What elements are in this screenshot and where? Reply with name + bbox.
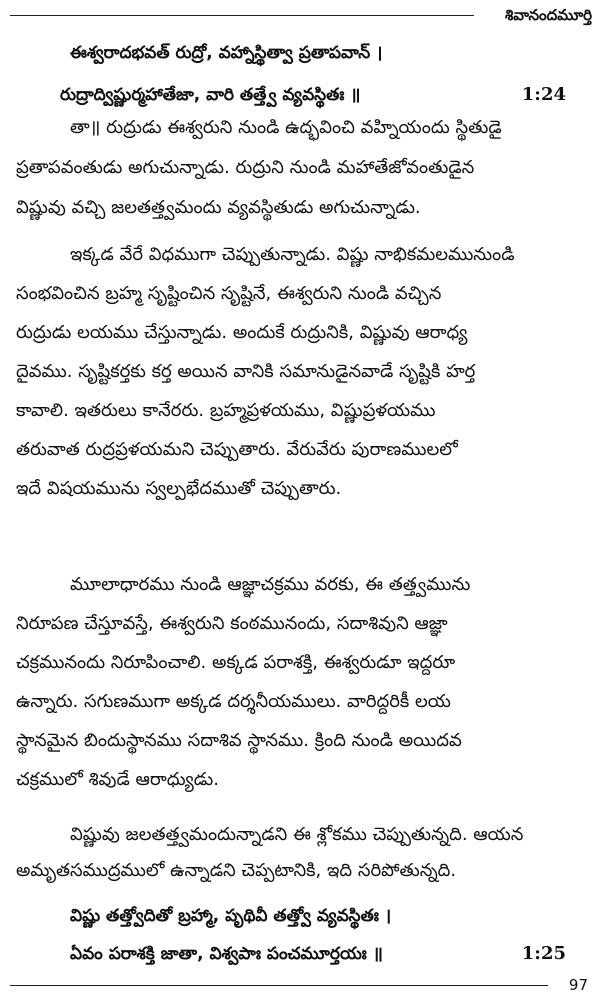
text-line: దైవము. సృష్టికర్తకు కర్త అయిన వానికి సమానుడైనవాడే సృష్టికి హర్త — [16, 361, 476, 382]
text-line: సంభవించిన బ్రహ్మ సృష్టించిన సృష్టినే, ఈశ్వరుని నుండి వచ్చిన — [16, 283, 442, 304]
text-line: ఇక్కడ వేరే విధముగా చెప్పుతున్నాడు. విష్ణు నాభికమలమునుండి — [70, 244, 515, 265]
text-line: విష్ణువు జలతత్త్వమందున్నాడని ఈ శ్లోకము చెప్పుతున్నది. ఆయన — [70, 824, 524, 845]
footer-rule — [10, 985, 548, 986]
verse-1-25 — [70, 905, 566, 975]
text-line: మూలాధారము నుండి ఆజ్ఞాచక్రము వరకు, ఈ తత్త్వమును — [70, 574, 471, 595]
text-line: స్థానమైన బిందుస్థానము సదాశివ స్థానము. క్రింది నుండి అయిదవ — [16, 730, 462, 751]
text-line: విష్ణువు వచ్చి జలతత్త్వమందు వ్యవస్థితుడు అగుచున్నాడు. — [16, 197, 421, 218]
text-line: తరువాత రుద్రప్రళయమని చెప్పుతారు. వేరువేరు పురాణములలో — [16, 439, 458, 460]
verse-1-24 — [60, 34, 566, 105]
text-line: చక్రమునందు నిరూపించాలి. అక్కడ పరాశక్తి, ఈశ్వరుడూ ఇద్దరూ — [16, 652, 456, 673]
verse-number: 1:25 — [521, 943, 566, 964]
text-line: తా॥ రుద్రుడు ఈశ్వరుని నుండి ఉద్భవించి వహ్నియందు స్థితుడై — [70, 117, 502, 138]
page-footer — [10, 975, 592, 997]
header-rule — [10, 15, 474, 16]
text-line: అమృతసముద్రములో ఉన్నాడని చెప్పటానికి, ఇది సరిపోతున్నది. — [16, 860, 457, 881]
page-number: 97 — [568, 976, 588, 994]
verse-number: 1:24 — [521, 84, 566, 105]
text-line: కావాలి. ఇతరులు కానేరరు. బ్రహ్మప్రళయము, విష్ణుప్రళయము — [16, 400, 436, 421]
text-line: నిరూపణ చేస్తూవస్తే, ఈశ్వరుని కంఠమునందు, సదాశివుని ఆజ్ఞా — [16, 613, 448, 634]
text-line: రుద్రుడు లయము చేస్తున్నాడు. అందుకే రుద్రునికి, విష్ణువు ఆరాధ్య — [16, 322, 468, 343]
verse-line: ఈశ్వరాదభవత్ రుద్రో, వహ్నాస్థిత్వా ప్రతాపవాన్ । — [70, 43, 383, 63]
text-line: చక్రములో శివుడే ఆరాధ్యుడు. — [16, 769, 219, 790]
verse-line: విష్ణు తత్త్వోదితో బ్రహ్మా, పృథివీ తత్త్వో వ్యవస్థితః । — [70, 906, 392, 926]
verse-line: ఏవం పరాశక్తి జాతా, విశ్వపాః పంచమూర్తయః ॥ — [70, 944, 383, 964]
text-line: ఉన్నారు. సగుణముగా అక్కడ దర్శనీయములు. వారిద్దరికీ లయ — [16, 691, 451, 712]
running-title: శివానందమూర్తి — [504, 6, 592, 24]
running-header — [10, 4, 592, 26]
verse-line: రుద్రాద్విష్ణుర్మహాతేజా, వారి తత్త్వే వ్యవస్థితః ॥ — [60, 85, 361, 105]
text-line: ఇదే విషయమును స్వల్పభేదముతో చెప్పుతారు. — [16, 478, 342, 499]
text-line: ప్రతాపవంతుడు అగుచున్నాడు. రుద్రుని నుండి మహాతేజోవంతుడైన — [16, 157, 475, 178]
